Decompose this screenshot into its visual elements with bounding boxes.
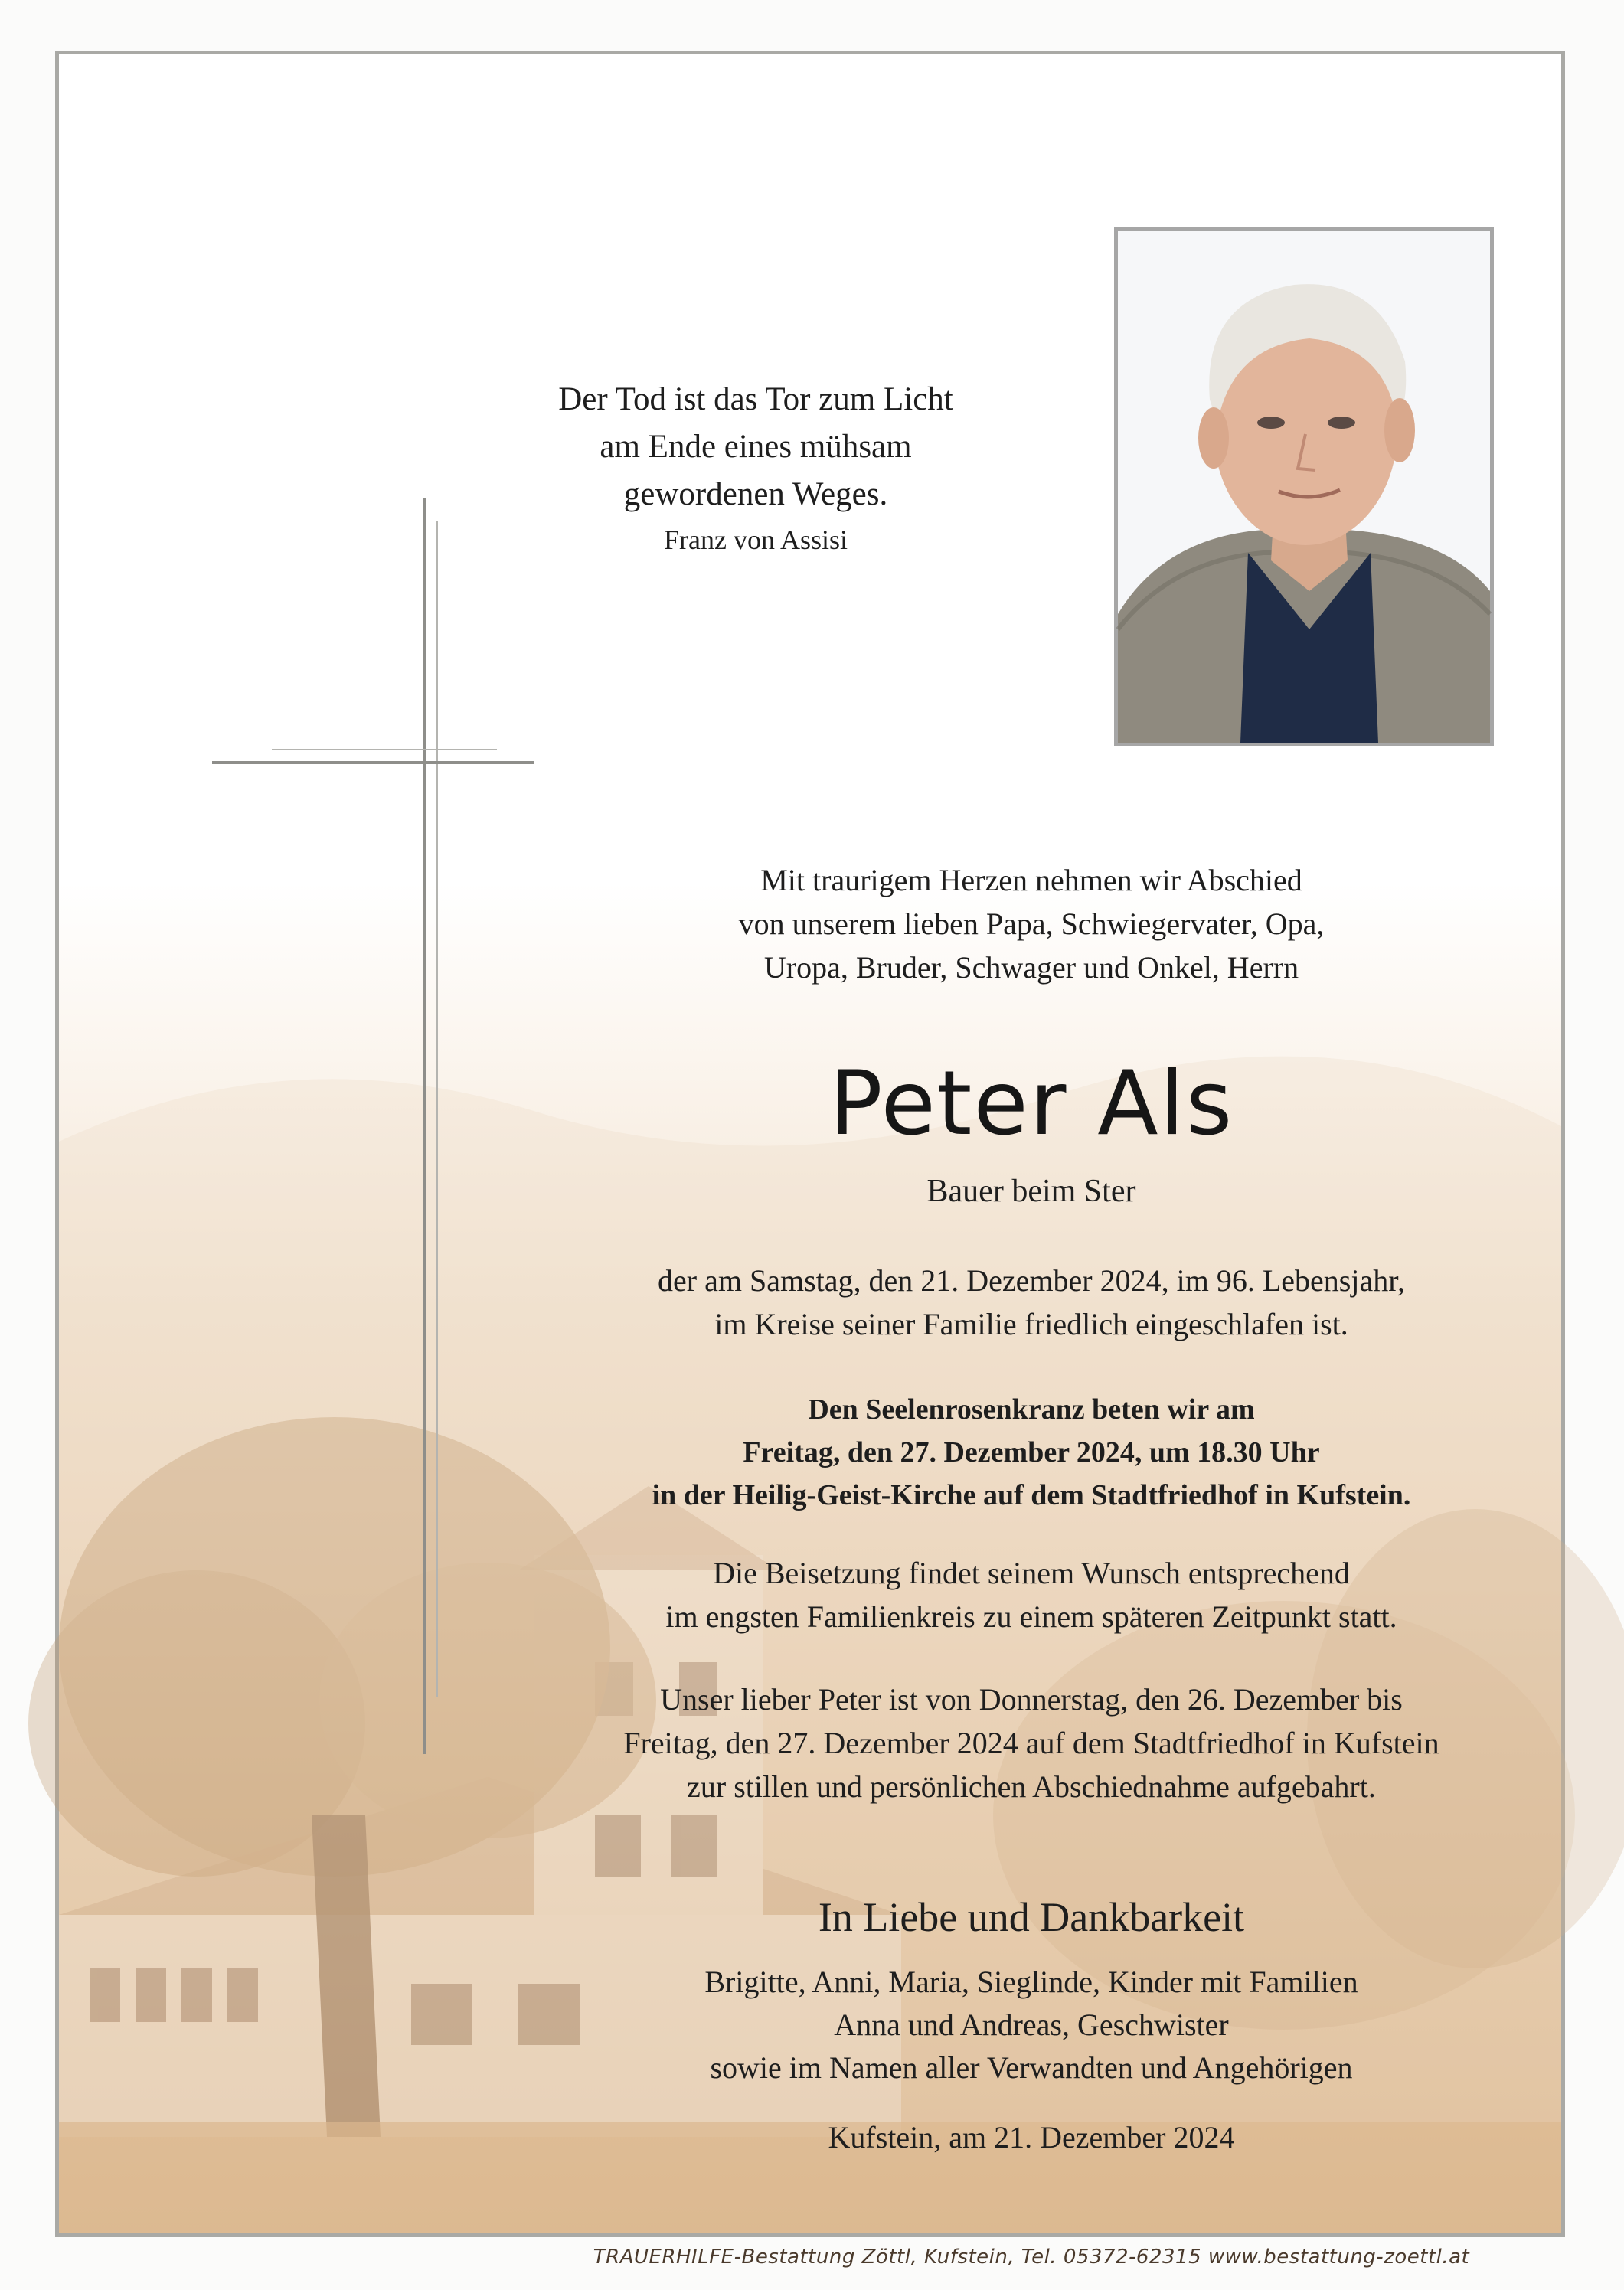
place-and-date: Kufstein, am 21. Dezember 2024 <box>828 2120 1235 2154</box>
death-notice-line: der am Samstag, den 21. Dezember 2024, im 96. Lebensjahr, <box>658 1263 1405 1298</box>
quote-line: am Ende eines mühsam <box>600 429 912 465</box>
portrait-image <box>1118 231 1490 743</box>
intro-line: Mit traurigem Herzen nehmen wir Abschied <box>760 863 1302 897</box>
rosary-line: in der Heilig-Geist-Kirche auf dem Stadtfriedhof in Kufstein. <box>652 1479 1411 1511</box>
intro-line: Uropa, Bruder, Schwager und Onkel, Herrn <box>763 950 1299 985</box>
rosary-line: Den Seelenrosenkranz beten wir am <box>808 1393 1255 1426</box>
parte-frame <box>55 51 1565 2269</box>
thanks-heading: In Liebe und Dankbarkeit <box>818 1894 1245 1940</box>
funeral-home-footer: TRAUERHILFE-Bestattung Zöttl, Kufstein, Tel. 05372-62315 www.bestattung-zoettl.at <box>593 2246 1470 2269</box>
mourners-line: Brigitte, Anni, Maria, Sieglinde, Kinder mit Familien <box>704 1965 1358 1999</box>
quote-line: Der Tod ist das Tor zum Licht <box>558 381 953 417</box>
deceased-occupation: Bauer beim Ster <box>926 1174 1136 1209</box>
burial-notice <box>518 1551 1544 1638</box>
quote-author: Franz von Assisi <box>663 524 848 555</box>
viewing-line: Unser lieber Peter ist von Donnerstag, den 26. Dezember bis <box>660 1682 1403 1717</box>
burial-line: Die Beisetzung findet seinem Wunsch entsprechend <box>713 1556 1350 1590</box>
cross-ornament <box>212 491 534 1754</box>
quote-line: gewordenen Weges. <box>623 476 888 512</box>
viewing-notice <box>518 1677 1544 1808</box>
death-notice <box>518 1259 1544 1346</box>
portrait-photo <box>1114 227 1494 746</box>
mourners-line: Anna und Andreas, Geschwister <box>834 2007 1229 2042</box>
viewing-line: zur stillen und persönlichen Abschiednahme aufgebahrt. <box>687 1769 1376 1804</box>
mourners-list <box>518 1961 1544 2089</box>
intro-line: von unserem lieben Papa, Schwiegervater, Opa, <box>738 907 1325 941</box>
deceased-name: Peter Als <box>828 1052 1234 1155</box>
rosary-notice <box>518 1388 1544 1517</box>
quote-block <box>457 376 1054 561</box>
burial-line: im engsten Familienkreis zu einem späteren Zeitpunkt statt. <box>665 1599 1397 1634</box>
death-notice-line: im Kreise seiner Familie friedlich eingeschlafen ist. <box>714 1307 1348 1341</box>
intro-text <box>518 858 1544 989</box>
mourners-line: sowie im Namen aller Verwandten und Angehörigen <box>710 2050 1353 2085</box>
rosary-line: Freitag, den 27. Dezember 2024, um 18.30 Uhr <box>743 1436 1320 1468</box>
viewing-line: Freitag, den 27. Dezember 2024 auf dem Stadtfriedhof in Kufstein <box>623 1726 1439 1760</box>
